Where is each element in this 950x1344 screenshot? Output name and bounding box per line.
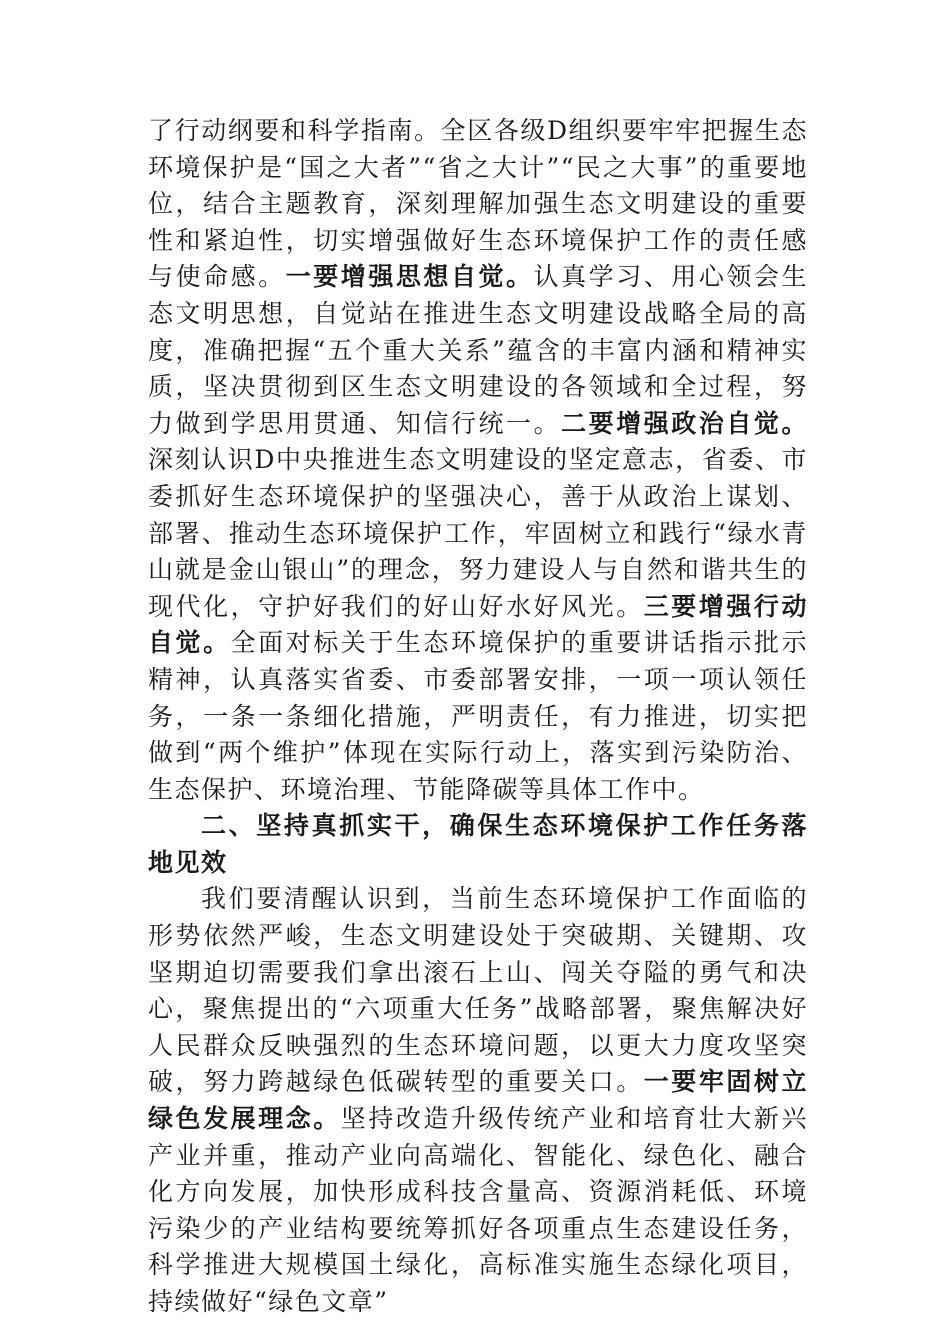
paragraph-1 bbox=[148, 113, 808, 808]
paragraph-1-bold-2: 二要增强政治自觉。 bbox=[561, 408, 808, 438]
paragraph-1-text-4: 全面对标关于生态环境保护的重要讲话指示批示精神，认真落实省委、市委部署安排，一项一项认领任务，一条一条细化措施，严明责任，有力推进，切实把做到“两个维护”体现在实际行动上，落实到污染防治、生态保护、环境治理、节能降碳等具体工作中。 bbox=[148, 628, 808, 804]
paragraph-2 bbox=[148, 881, 808, 1320]
paragraph-1-bold-1: 一要增强思想自觉。 bbox=[285, 262, 534, 292]
document-body bbox=[148, 113, 808, 1321]
paragraph-2-text-2: 坚持改造升级传统产业和培育壮大新兴产业并重，推动产业向高端化、智能化、绿色化、融合化方向发展，加快形成科技含量高、资源消耗低、环境污染少的产业结构要统筹抓好各项重点生态建设任务，科学推进大规模国土绿化，高标准实施生态绿化项目，持续做好“绿色文章” bbox=[148, 1104, 808, 1316]
section-heading-2: 二、坚持真抓实干，确保生态环境保护工作任务落地见效 bbox=[148, 811, 808, 877]
paragraph-1-bold-3: 三要增强行动自觉。 bbox=[148, 591, 808, 658]
paragraph-2-text-1: 我们要清醒认识到，当前生态环境保护工作面临的形势依然严峻，生态文明建设处于突破期、关键期、攻坚期迫切需要我们拿出滚石上山、闯关夺隘的勇气和决心，聚焦提出的“六项重大任务”战略部署，聚焦解决好人民群众反映强烈的生态环境问题，以更大力度攻坚突破，努力跨越绿色低碳转型的重要关口。 bbox=[148, 884, 808, 1097]
paragraph-1-text-2: 认真学习、用心领会生态文明思想，自觉站在推进生态文明建设战略全局的高度，准确把握“五个重大关系”蕴含的丰富内涵和精神实质，坚决贯彻到区生态文明建设的各领域和全过程，努力做到学思用贯通、知信行统一。 bbox=[148, 262, 808, 438]
paragraph-1-text-1: 了行动纲要和科学指南。全区各级D组织要牢牢把握生态环境保护是“国之大者”“省之大计”“民之大事”的重要地位，结合主题教育，深刻理解加强生态文明建设的重要性和紧迫性，切实增强做好生态环境保护工作的责任感与使命感。 bbox=[148, 116, 808, 292]
paragraph-2-bold-1: 一要牢固树立绿色发展理念。 bbox=[148, 1067, 808, 1134]
paragraph-1-text-3: 深刻认识D中央推进生态文明建设的坚定意志，省委、市委抓好生态环境保护的坚强决心，善于从政治上谋划、部署、推动生态环境保护工作，牢固树立和践行“绿水青山就是金山银山”的理念，努力建设人与自然和谐共生的现代化，守护好我们的好山好水好风光。 bbox=[148, 445, 808, 621]
